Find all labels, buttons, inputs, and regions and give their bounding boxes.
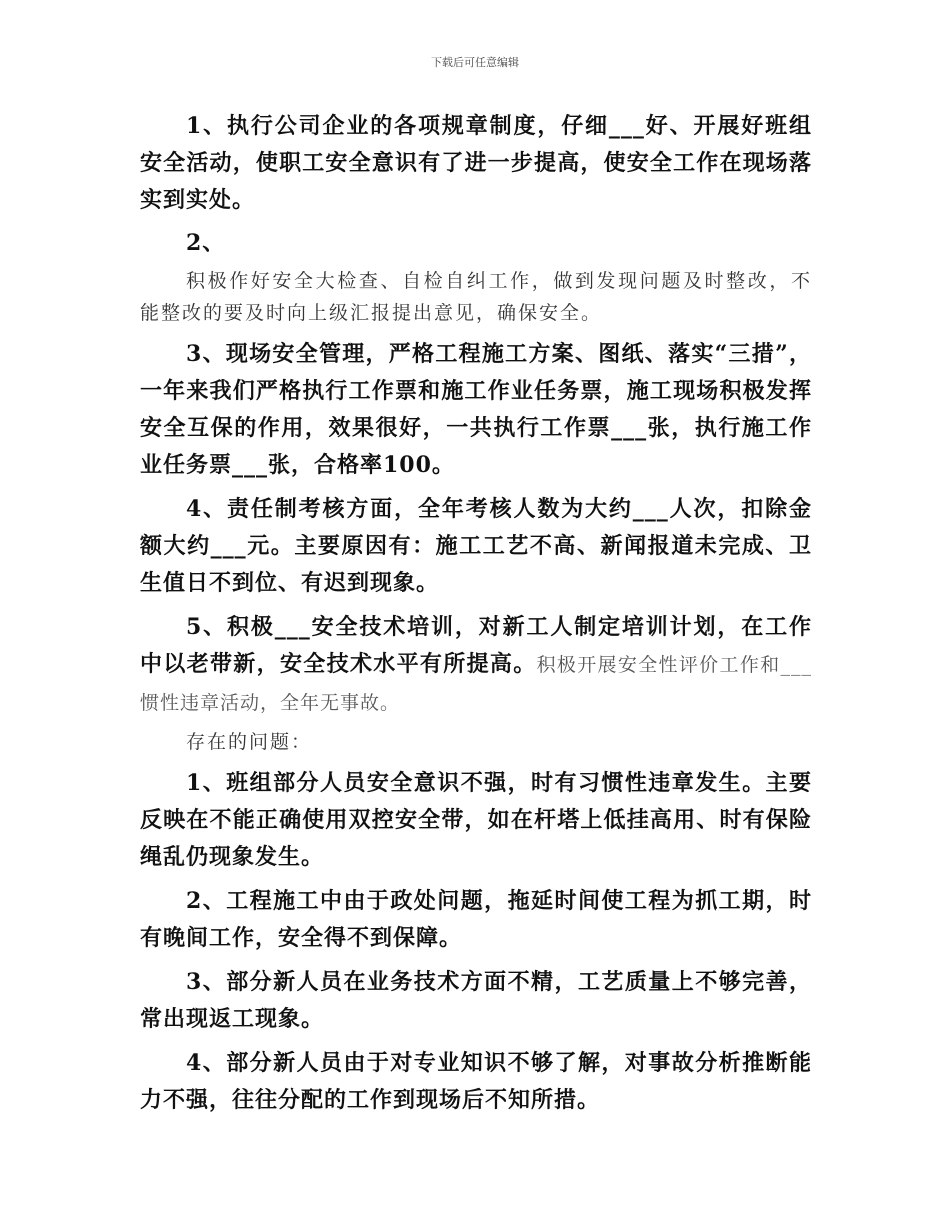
paragraph-5 — [140, 609, 812, 722]
problem-1: 1、班组部分人员安全意识不强，时有习惯性违章发生。主要反映在不能正确使用双控安全带，如在杆塔上低挂高用、时有保险绳乱仍现象发生。 — [140, 770, 812, 870]
problem-4: 4、部分新人员由于对专业知识不够了解，对事故分析推断能力不强，往往分配的工作到现场后不知所措。 — [140, 1050, 812, 1113]
paragraph-4: 4、责任制考核方面，全年考核人数为大约___人次，扣除金额大约___元。主要原因有：施工工艺不高、新闻报道未完成、卫生值日不到位、有迟到现象。 — [140, 496, 812, 596]
document-body — [140, 108, 812, 1119]
page-header: 下载后可任意编辑 — [431, 56, 519, 69]
paragraph-5-tail: 积极开展安全性评价工作和___惯性违章活动，全年无事故。 — [140, 654, 812, 714]
paragraph-2-body: 积极作好安全大检查、自检自纠工作，做到发现问题及时整改，不能整改的要及时向上级汇报提出意见，确保安全。 — [140, 270, 812, 324]
paragraph-1: 1、执行公司企业的各项规章制度，仔细___好、开展好班组安全活动，使职工安全意识有了进一步提高，使安全工作在现场落实到实处。 — [140, 113, 812, 213]
paragraph-2-number: 2、 — [186, 230, 226, 256]
paragraph-3: 3、现场安全管理，严格工程施工方案、图纸、落实“三措”，一年来我们严格执行工作票和施工作业任务票，施工现场积极发挥安全互保的作用，效果很好，一共执行工作票___张，执行施工作业任务票___张，合格率100。 — [140, 341, 812, 478]
problem-3: 3、部分新人员在业务技术方面不精，工艺质量上不够完善，常出现返工现象。 — [140, 969, 812, 1032]
paragraph-5-main: 5、积极___安全技术培训，对新工人制定培训计划，在工作中以老带新，安全技术水平有所提高。 — [140, 614, 812, 677]
problem-2: 2、工程施工中由于政处问题，拖延时间使工程为抓工期，时有晚间工作，安全得不到保障。 — [140, 888, 812, 951]
problems-heading: 存在的问题： — [186, 731, 313, 753]
